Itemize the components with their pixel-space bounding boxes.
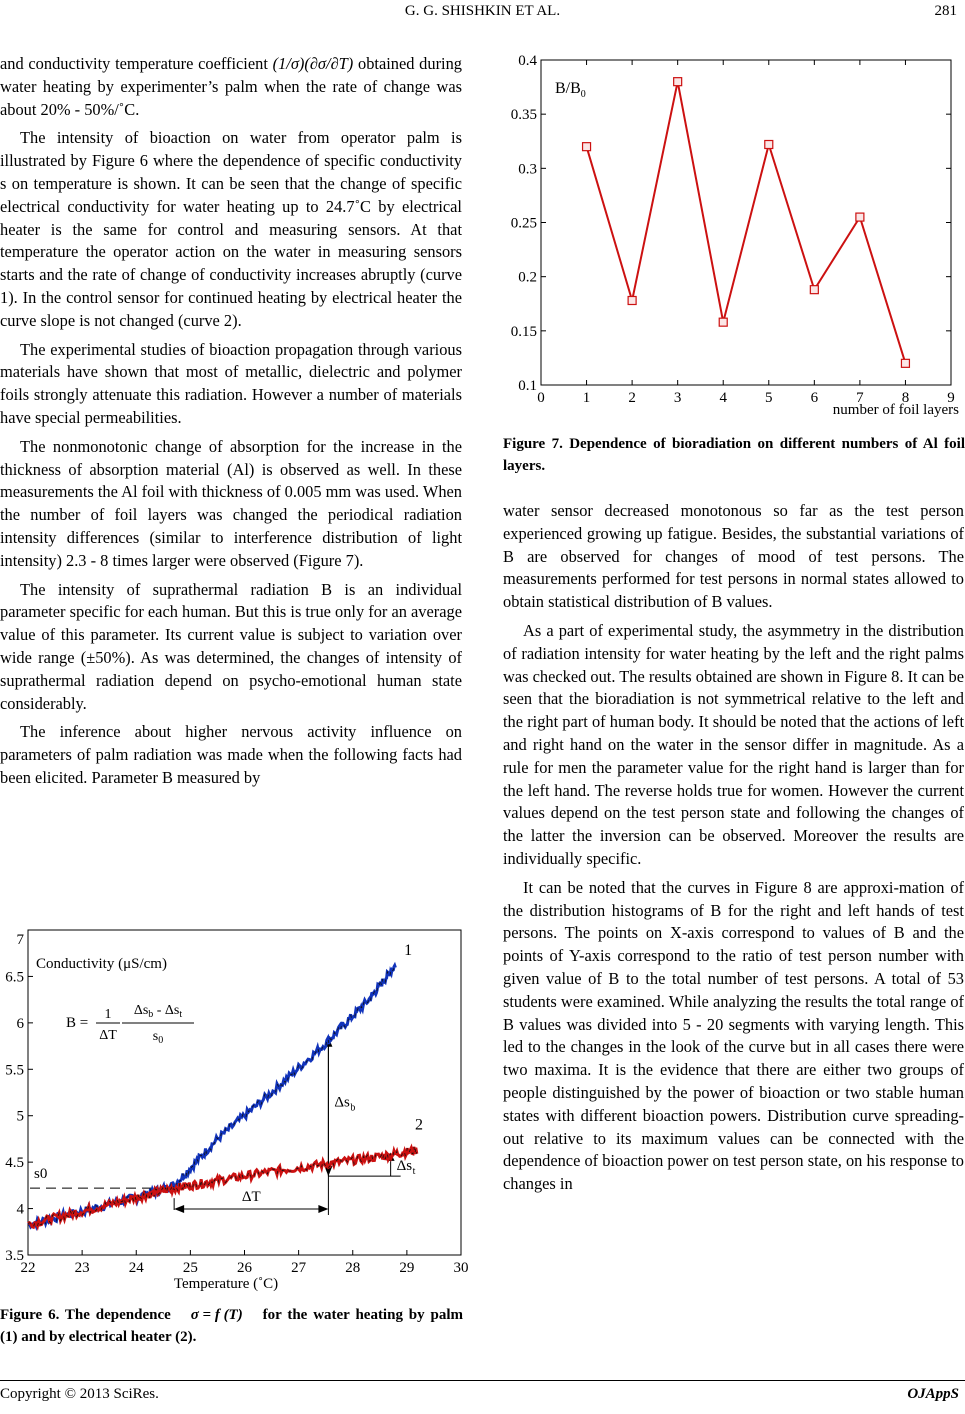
formula-den2: $s_0$ xyxy=(152,1029,164,1046)
label-sub: t xyxy=(412,1166,416,1178)
data-point xyxy=(674,78,682,86)
journal-name: OJAppS xyxy=(907,1386,959,1402)
label-delta-t: ΔT xyxy=(241,1189,261,1205)
x-tick-label: 24 xyxy=(128,1260,144,1276)
text-run: obtained during water heating by experimenter’s palm when the rate of change was about 20% - 50%/˚C. xyxy=(0,54,462,119)
formula-den1: ΔT xyxy=(99,1028,117,1043)
x-tick-label: 4 xyxy=(719,390,727,406)
running-header xyxy=(0,0,965,26)
x-tick-label: 7 xyxy=(856,390,864,406)
curve-1-label: 1 xyxy=(404,942,413,960)
coefficient-formula: (1/σ)(∂σ/∂T) xyxy=(272,54,354,73)
x-tick-label: 29 xyxy=(399,1260,415,1276)
y-tick-label: 4 xyxy=(16,1201,24,1218)
paragraph: The inference about higher nervous activity influence on parameters of palm radiation was made when the following facts had been elicited. Parameter B measured by xyxy=(0,722,462,787)
x-tick-label: 3 xyxy=(673,390,682,406)
paragraph: The experimental studies of bioaction propagation through various materials have shown that most of metallic, dielectric and polymer foils strongly attenuate this radiation. However a number of materials have special permeabilities. xyxy=(0,339,462,427)
y-tick-label: 3.5 xyxy=(5,1248,24,1264)
y-tick-label: 0.4 xyxy=(518,53,537,69)
x-axis-label: Temperature (˚C) xyxy=(173,1276,279,1292)
caption-text: for the water heating by palm (1) and by electrical heater (2). xyxy=(0,1307,464,1345)
x-tick-label: 25 xyxy=(182,1260,198,1276)
x-tick-label: 6 xyxy=(810,390,819,406)
paragraph: water sensor decreased monotonous so far as the test person experienced growing up fatigue. Besides, the substantial variations of B are observed for changes of mood of test persons. The measurements performed for test persons in normal states allowed to obtain statistical distribution of B values. xyxy=(503,501,964,612)
y-tick-label: 0.35 xyxy=(510,107,537,124)
x-tick-label: 27 xyxy=(291,1260,307,1276)
y-tick-label: 6.5 xyxy=(5,969,24,986)
formula-num1: 1 xyxy=(104,1007,112,1022)
x-tick-label: 28 xyxy=(345,1260,361,1276)
x-tick-label: 1 xyxy=(582,390,591,406)
data-point xyxy=(719,318,727,326)
curve-2-label: 2 xyxy=(414,1116,423,1134)
x-tick-label: 23 xyxy=(74,1260,90,1276)
right-column xyxy=(503,500,964,1196)
label-delta-st: Δs xyxy=(396,1158,413,1175)
label-delta-sb: Δs xyxy=(334,1094,350,1111)
paragraph: The intensity of bioaction on water from operator palm is illustrated by Figure 6 where the dependence of specific conductivity s on temperature is shown. It can be seen that the change of specific electrical conductivity for water heating up to 24.7˚C by electrical heater is the same for control and measuring sensors. At that temperature the operator action on the water in measuring sensors starts and the rate of change of conductivity increases abruptly (curve 1). In the control sensor for continued heating by electrical heater the curve slope is not changed (curve 2). xyxy=(0,128,462,330)
running-title: G. G. SHISHKIN ET AL. xyxy=(404,3,561,19)
x-tick-label: 8 xyxy=(901,390,910,406)
paragraph: The nonmonotonic change of absorption for the increase in the thickness of absorption material (Al) is observed as well. In these measurements the Al foil with thickness of 0.005 mm was used. When the number of foil layers was changed the periodical radiation intensity differences (similar to interference distribution of light intensity) 2.3 - 8 times larger were observed (Figure 7). xyxy=(0,436,462,570)
x-tick-label: 0 xyxy=(537,390,545,406)
y-tick-label: 0.3 xyxy=(518,161,537,178)
copyright: Copyright © 2013 SciRes. xyxy=(0,1386,159,1402)
x-tick-label: 26 xyxy=(237,1260,252,1276)
data-point xyxy=(901,359,909,367)
y-tick-label: 6 xyxy=(16,1015,24,1032)
x-tick-label: 5 xyxy=(765,390,773,406)
x-tick-label: 9 xyxy=(947,390,955,406)
label-s0: s0 xyxy=(34,1166,48,1183)
x-axis-label: number of foil layers xyxy=(832,402,959,418)
caption-text: Figure 6. The dependence xyxy=(0,1307,171,1323)
data-point xyxy=(583,143,591,151)
page-number: 281 xyxy=(934,3,957,19)
y-tick-label: 5 xyxy=(16,1108,24,1125)
y-tick-label: 5.5 xyxy=(5,1062,24,1079)
paragraph: As a part of experimental study, the asymmetry in the distribution of radiation intensity for water heating by the left and the right palms was checked out. The results obtained are shown in Figure 8. It can be seen that the bioradiation is not symmetrical relative to the left and the right part of human body. It should be noted that the actions of left and right hand on the water in the sensor differ in magnitude. As a rule for men the parameter value for the right hand is larger than for the left hand. The reverse holds true for women. However the current values depend on the test person state and following the changes of the latter the inversion can be observed. Moreover the results are individually specific. xyxy=(503,620,964,868)
x-tick-label: 30 xyxy=(453,1260,469,1276)
x-tick-label: 2 xyxy=(628,390,636,406)
figure-6-caption xyxy=(0,1304,463,1348)
page-footer xyxy=(0,1386,965,1410)
caption-formula: σ = f (T) xyxy=(190,1307,243,1323)
figure-7-chart xyxy=(503,50,965,422)
figure-6-chart xyxy=(0,930,469,1298)
y-tick-label: 0.25 xyxy=(510,215,537,232)
text-run: and conductivity temperature coefficient xyxy=(0,54,268,73)
data-point xyxy=(810,286,818,294)
figure-7-caption: Figure 7. Dependence of bioradiation on different numbers of Al foil layers. xyxy=(503,436,965,474)
panel-label: Conductivity (μS/cm) xyxy=(36,956,167,972)
x-tick-label: 22 xyxy=(20,1260,36,1276)
formula-num2: $\Delta s_b - \Delta s_t$ xyxy=(133,1003,183,1020)
data-point xyxy=(628,297,636,305)
paragraph: It can be noted that the curves in Figure 8 are approxi-mation of the distribution histograms of B for the right and left hands of test persons. The points on X-axis correspond to values of B and the points of Y-axis correspond to the ratio of test person number with given value of B to the total number of test persons. A total of 53 students were examined. While analyzing the results the total range of B values was divided into 5 - 20 segments with varying length. This led to the changes in the look of the curve but in all cases there were two maxima. It is the evidence that there are either two groups of people distinguished by the power of bioaction or two stable human states with different bioaction powers. Distribution curve spreading-out relative to its maximum values can be connected with the dependence of bioaction power on test person state, on his response to changes in xyxy=(503,877,964,1194)
formula-lhs: B = xyxy=(66,1015,89,1031)
y-tick-label: 7 xyxy=(16,932,24,948)
label-sub: b xyxy=(350,1102,356,1114)
y-tick-label: 4.5 xyxy=(5,1155,24,1172)
left-column xyxy=(0,53,462,790)
data-point xyxy=(765,141,773,149)
y-tick-label: 0.1 xyxy=(518,378,537,394)
y-tick-label: 0.2 xyxy=(518,269,537,286)
paragraph: The intensity of suprathermal radiation B is an individual parameter specific for each human. But this is true only for an average value of this parameter. Its current value is subject to variation over wide range (±50%). As was determined, the changes of intensity of suprathermal radiation depend on psycho-emotional human state considerably. xyxy=(0,579,462,713)
y-tick-label: 0.15 xyxy=(510,323,537,340)
data-point xyxy=(856,213,864,221)
y-axis-label: $B/B_0$ xyxy=(555,80,586,100)
paragraph xyxy=(0,53,462,121)
footer-rule xyxy=(0,1380,965,1381)
